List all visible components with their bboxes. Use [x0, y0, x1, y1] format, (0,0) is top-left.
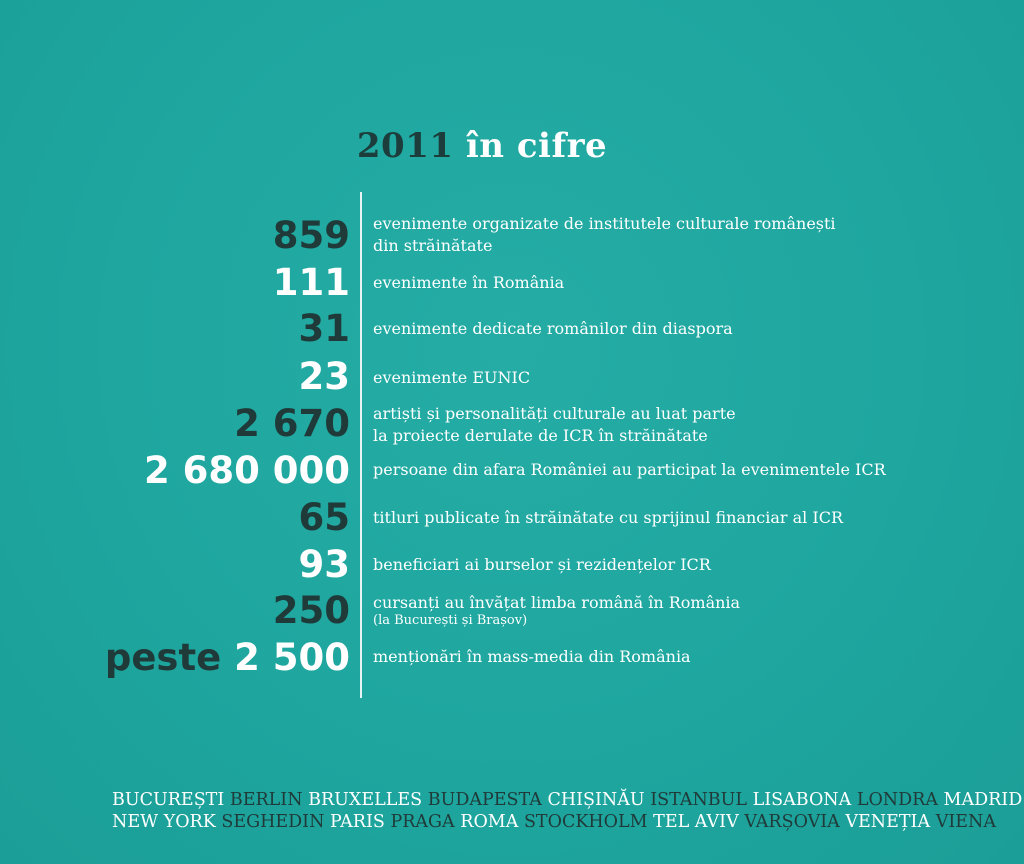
city: LISABONA	[752, 790, 852, 810]
stat-description	[373, 507, 993, 529]
stat-prefix: peste	[104, 636, 222, 679]
city: VIENA	[935, 812, 996, 832]
stat-description	[373, 318, 993, 340]
stat-text: persoane din afara României au participat la evenimentele ICR	[373, 460, 886, 479]
stat-text: cursanți au învățat limba română în România	[373, 593, 741, 612]
title-year: 2011	[356, 126, 454, 166]
stat-value: 2 680 000	[144, 449, 350, 492]
page-title	[0, 126, 964, 166]
stat-value: 111	[272, 261, 350, 304]
city: STOCKHOLM	[523, 812, 648, 832]
stat-description	[373, 367, 993, 389]
stat-text: evenimente dedicate românilor din diaspora	[373, 319, 733, 338]
stat-text: evenimente în România	[373, 273, 565, 292]
stat-description	[373, 459, 993, 481]
stat-text: beneficiari ai burselor și rezidențelor ICR	[373, 555, 711, 574]
stat-value: 31	[298, 307, 350, 350]
stat-value: 859	[272, 214, 350, 257]
stat-description	[373, 403, 993, 447]
stat-value: 23	[298, 355, 350, 398]
stat-value-group	[105, 638, 350, 678]
city: ROMA	[460, 812, 519, 832]
stat-description	[373, 646, 993, 668]
stat-note: (la București și Brașov)	[373, 613, 528, 628]
city: CHIȘINĂU	[547, 790, 645, 810]
stat-text-2: la proiecte derulate de ICR în străinătate	[373, 426, 708, 445]
stat-value: 93	[298, 543, 350, 586]
city: LONDRA	[856, 790, 938, 810]
city: BRUXELLES	[308, 790, 423, 810]
city: VENEȚIA	[845, 812, 931, 832]
stat-description	[373, 213, 993, 257]
stat-text-2: din străinătate	[373, 236, 493, 255]
city: NEW YORK	[112, 812, 216, 832]
city: VARȘOVIA	[744, 812, 840, 832]
city: ISTANBUL	[650, 790, 748, 810]
stat-value: 65	[298, 496, 350, 539]
stat-description	[373, 554, 993, 576]
city: BUCUREȘTI	[112, 790, 225, 810]
city: BUDAPESTA	[427, 790, 542, 810]
city: MADRID	[943, 790, 1023, 810]
city: PARIS	[330, 812, 385, 832]
stat-value: 250	[272, 589, 350, 632]
city: BERLIN	[229, 790, 303, 810]
vertical-divider	[360, 192, 362, 698]
stat-description	[373, 272, 993, 294]
stat-value: 2 670	[234, 402, 350, 445]
cities-line-1	[112, 789, 1023, 811]
stat-text: artiști și personalități culturale au luat parte	[373, 404, 736, 423]
cities-line-2	[112, 811, 996, 833]
stat-text: evenimente EUNIC	[373, 368, 531, 387]
stat-description	[373, 592, 993, 628]
city: TEL AVIV	[653, 812, 739, 832]
stat-text: titluri publicate în străinătate cu sprijinul financiar al ICR	[373, 508, 843, 527]
stat-text: menționări în mass-media din România	[373, 647, 691, 666]
stat-value: 2 500	[234, 636, 350, 679]
city: SEGHEDIN	[221, 812, 325, 832]
title-rest: în cifre	[465, 126, 608, 166]
city: PRAGA	[390, 812, 455, 832]
stat-text: evenimente organizate de institutele culturale românești	[373, 214, 836, 233]
